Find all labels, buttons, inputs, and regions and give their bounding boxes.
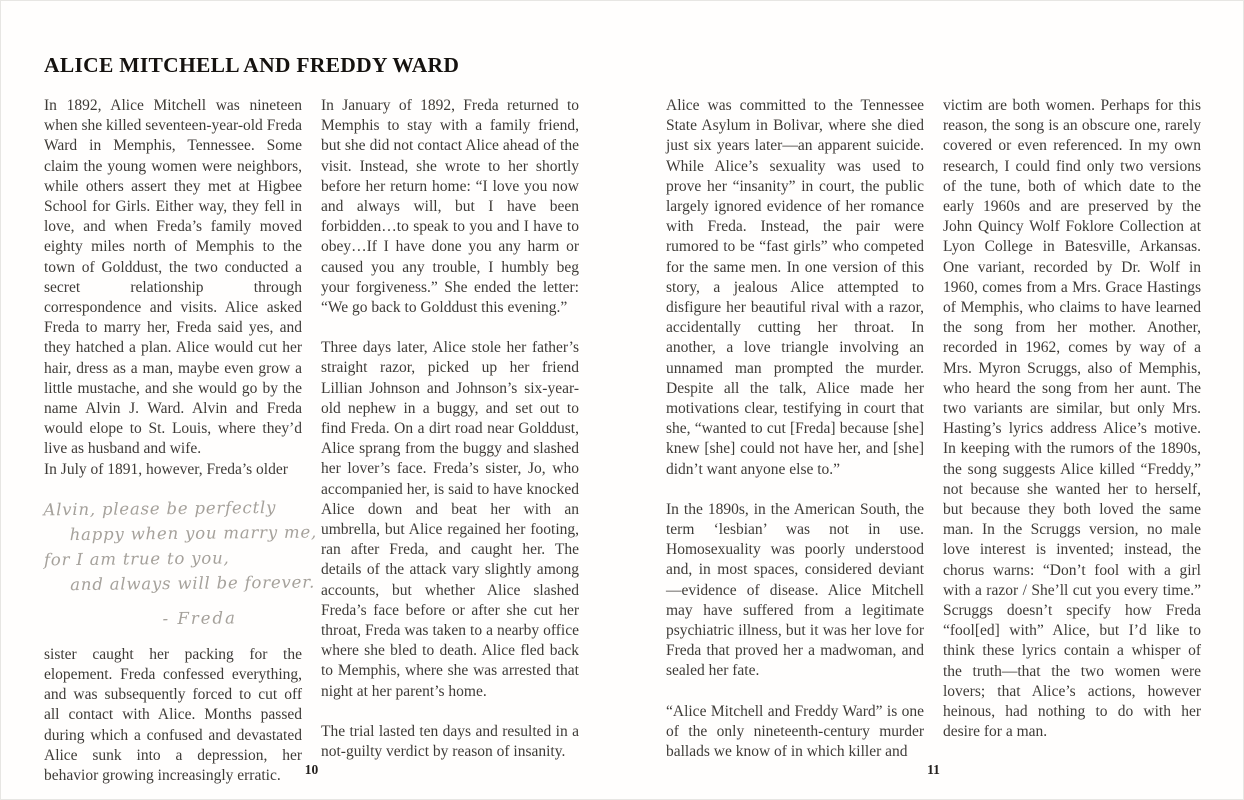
paragraph: Three days later, Alice stole her father’s straight razor, picked up her friend Lillian Johnson and Johnson’s six-year-old nephew in a buggy, and set out to find Freda. On a dirt road near Golddust, Alice sprang from the buggy and slashed her lover’s face. Freda’s sister, Jo, who accompanied her, is said to have knocked Alice down and beat her with an umbrella, but Alice regained her footing, ran after Freda, and caught her. The details of the attack vary slightly among accounts, but whether Alice slashed Freda’s face before or after she cut her throat, Freda was taken to a nearby office where she bled to death. Alice fled back to Memphis, where she was arrested that night at her parent’s home. [321,339,579,700]
paragraph: “Alice Mitchell and Freddy Ward” is one of the only nineteenth-century murder ballads we know of in which killer and [666,702,924,761]
left-page-column-2 [321,96,579,762]
paragraph: Alice was committed to the Tennessee State Asylum in Bolivar, where she died just six years later—an apparent suicide. While Alice’s sexuality was used to prove her “insanity” in court, the public largely ignored evidence of her romance with Freda. Instead, the pair were rumored to be “fast girls” who competed for the same men. In one version of this story, a jealous Alice attempted to disfigure her beautiful rival with a razor, accidentally cutting her throat. In another, a love triangle involving an unnamed man prompted the murder. Despite all the talk, Alice made her motivations clear, testifying in court that she, “wanted to cut [Freda] because [she] knew [she] could not have her, and [she] didn’t want anyone else to.” [666,97,924,478]
right-page-column-2 [943,96,1201,743]
paragraph: In 1892, Alice Mitchell was nineteen when she killed seventeen-year-old Freda Ward in Memphis, Tennessee. Some claim the young women were neighbors, while others assert they met at Higbee School for Girls. Either way, they fell in love, and when Freda’s family moved eighty miles north of Memphis to the town of Golddust, the two conducted a secret relationship through correspondence and visits. Alice asked Freda to marry her, Freda said yes, and they hatched a plan. Alice would cut her hair, dress as a man, maybe even grow a little mustache, and she would go by the name Alvin J. Ward. Alvin and Freda would elope to St. Louis, where they’d live as husband and wife. [44,97,302,458]
handwritten-note [43,495,318,633]
note-line: happy when you marry me, [69,522,318,544]
paragraph: The trial lasted ten days and resulted in a not-guilty verdict by reason of insanity. [321,722,579,761]
paragraph: In the 1890s, in the American South, the term ‘lesbian’ was not in use. Homosexuality was poorly understood and, in most spaces, considered deviant—evidence of disease. Alice Mitchell may have suffered from a legitimate psychiatric illness, but it was her love for Freda that proved her a madwoman, and sealed her fate. [666,500,924,680]
page-number-right: 11 [927,762,940,777]
right-page-column-1 [666,96,924,762]
paragraph: In July of 1891, however, Freda’s older [44,460,288,478]
note-signature: - Freda [162,608,238,628]
note-line: and always will be forever. [70,572,316,594]
page-number-left: 10 [304,762,319,777]
page-title: ALICE MITCHELL AND FREDDY WARD [44,53,460,78]
paragraph: In January of 1892, Freda returned to Memphis to stay with a family friend, but she did not contact Alice ahead of the visit. Instead, she wrote to her shortly before her return home: “I love you now and always will, but I have been forbidden…to speak to you and I have to obey…If I have done you any harm or caused you any trouble, I humbly beg your forgiveness.” She ended the letter: “We go back to Golddust this evening.” [321,97,579,317]
note-line: for I am true to you, [43,548,230,570]
note-line: Alvin, please be perfectly [43,497,277,520]
paragraph: sister caught her packing for the elopement. Freda confessed everything, and was subsequently forced to cut off all contact with Alice. Months passed during which a confused and devastated Alice sunk into a depression, her behavior growing increasingly erratic. [44,645,302,785]
paragraph: victim are both women. Perhaps for this reason, the song is an obscure one, rarely covered or even referenced. In my own research, I could find only two versions of the tune, both of which date to the early 1960s and are preserved by the John Quincy Wolf Foklore Collection at Lyon College in Batesville, Arkansas. One variant, recorded by Dr. Wolf in 1960, comes from a Mrs. Grace Hastings of Memphis, who claims to have learned the song from her mother. Another, recorded in 1962, comes by way of a Mrs. Myron Scruggs, also of Memphis, who heard the song from her aunt. The two variants are similar, but only Mrs. Hasting’s lyrics address Alice’s motive. In keeping with the rumors of the 1890s, the song suggests Alice killed “Freddy,” not because she wanted her to herself, but because they both loved the same man. In the Scruggs version, no male love interest is invented; instead, the chorus warns: “Don’t fool with a girl with a razor / She’ll cut you every time.” Scruggs doesn’t specify how Freda “fool[ed] with” Alice, but I’d like to think these lyrics contain a whisper of the truth—that the two women were lovers; that Alice’s actions, however heinous, had nothing to do with her desire for a man. [943,97,1201,741]
